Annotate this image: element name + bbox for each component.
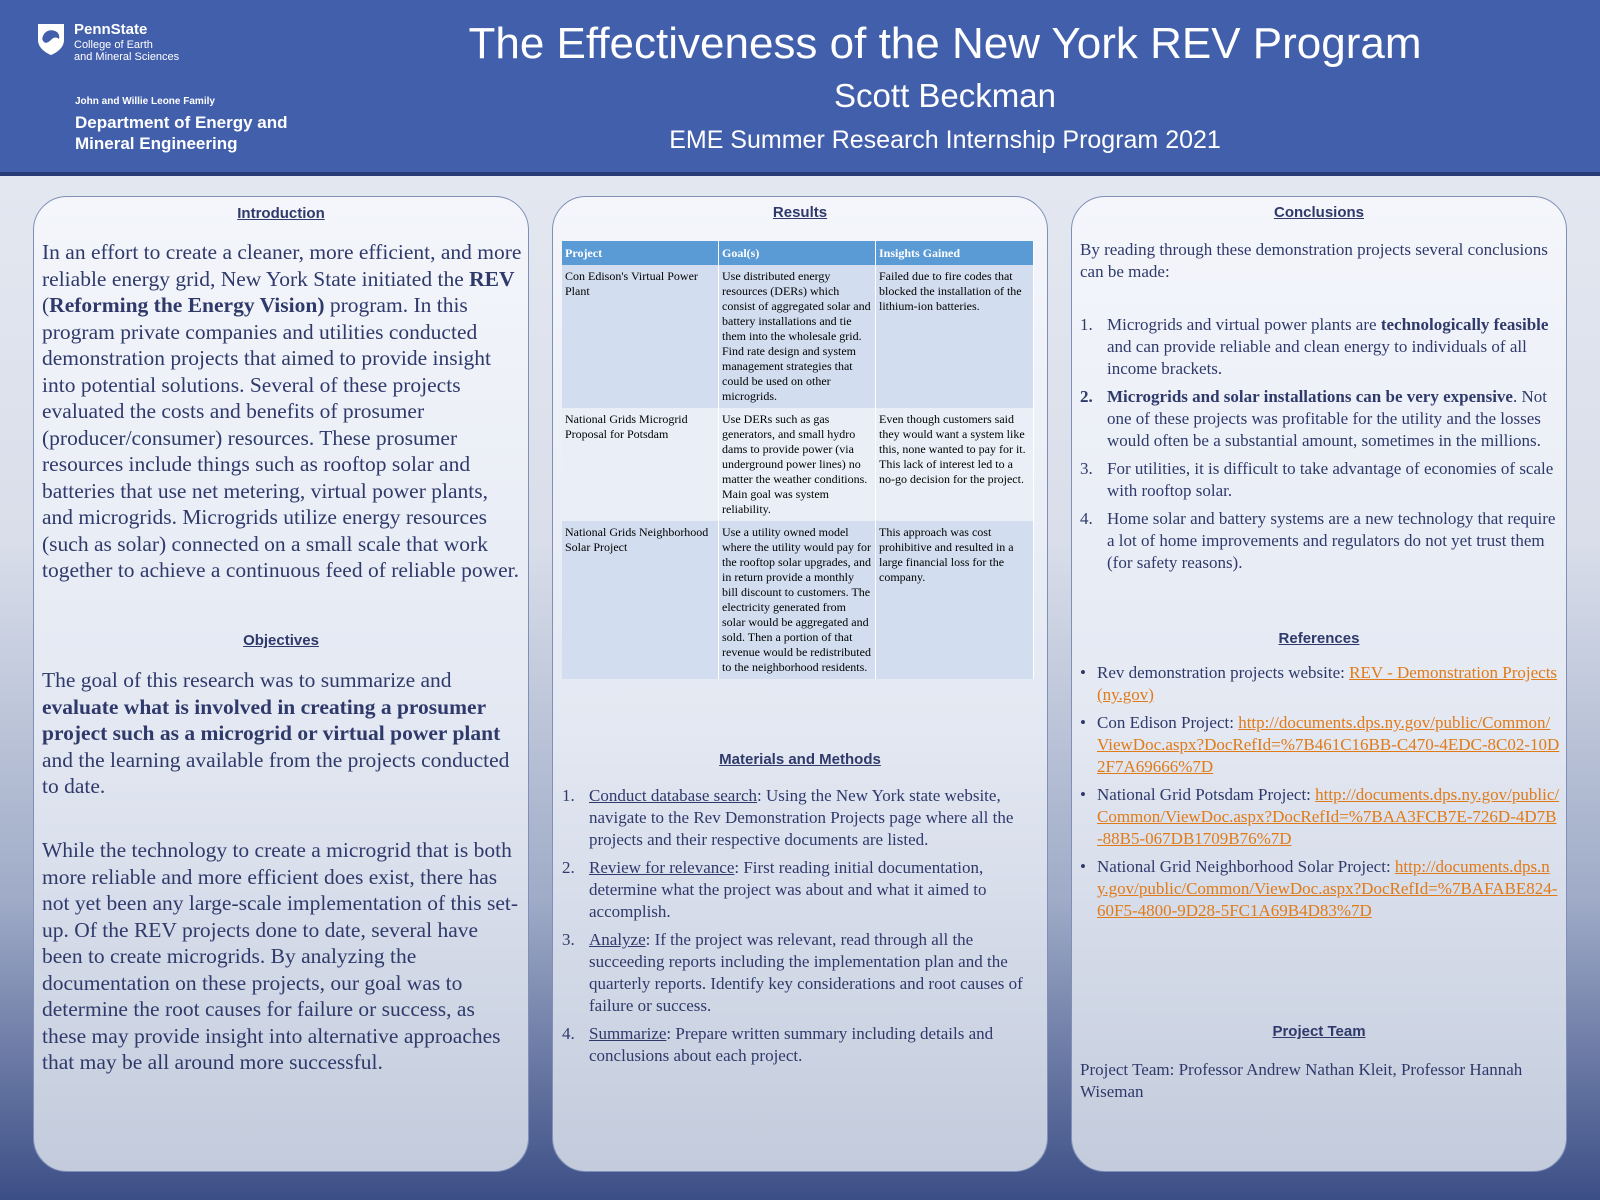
reference-link[interactable]: http://documents.dps.ny.gov/public/Common/ViewDoc.aspx?DocRefId=%7BAFABE824-60F5-4800-9D28-5FC1A69B4D83%7D [1097,857,1558,920]
conclusions-intro: By reading through these demonstration projects several conclusions can be made: [1080,240,1548,281]
dept-name: Department of Energy and Mineral Engineering [75,113,288,153]
poster-author: Scott Beckman [834,77,1056,114]
list-item: 1. Conduct database search: Using the New York state website, navigate to the Rev Demonstration Projects page where all the projects and their respective documents are listed. [562,786,1014,849]
pennstate-logo [36,22,179,63]
department-block [75,96,315,154]
table-cell: This approach was cost prohibitive and resulted in a large financial loss for the company. [876,521,1034,679]
table-header-goals: Goal(s) [719,241,876,265]
conclusions-heading: Conclusions [1273,204,1364,221]
nittany-lion-shield-icon [36,22,66,56]
table-cell: National Grids Microgrid Proposal for Potsdam [562,408,719,521]
list-item: • National Grid Potsdam Project: http://documents.dps.ny.gov/public/Common/ViewDoc.aspx?DocRefId=%7BAA3FCB7E-726D-4D7B-88B5-067DB1709B76%7D [1080,784,1560,850]
methods-heading: Materials and Methods [719,751,881,768]
table-header-insights: Insights Gained [876,241,1034,265]
table-row [562,408,1034,521]
logo-sub1: College of Earth [74,38,153,51]
list-item: 3. For utilities, it is difficult to take advantage of economies of scale with rooftop solar. [1080,459,1554,500]
middle-panel [552,196,1048,1172]
results-heading: Results [772,204,828,221]
methods-list [562,785,1040,1067]
list-item: 2. Review for relevance: First reading initial documentation, determine what the project was about and what it aimed to accomplish. [562,858,987,921]
table-cell: Use distributed energy resources (DERs) which consist of aggregated solar and battery installations and tie them into the wholesale grid. Find rate design and system management strategies that could be used on other microgrids. [719,265,876,408]
introduction-heading: Introduction [237,205,325,222]
list-item: • Con Edison Project: http://documents.dps.ny.gov/public/Common/ViewDoc.aspx?DocRefId=%7B461C16BB-C470-4EDC-8C02-10D2F7A69666%7D [1080,712,1560,778]
table-cell: Failed due to fire codes that blocked the installation of the lithium-ion batteries. [876,265,1034,408]
list-item: 1. Microgrids and virtual power plants are technologically feasible and can provide reliable and clean energy to individuals of all income brackets. [1080,315,1549,378]
team-text: Project Team: Professor Andrew Nathan Kleit, Professor Hannah Wiseman [1080,1060,1523,1101]
table-row [562,265,1034,408]
table-cell: Even though customers said they would want a system like this, none wanted to pay for it. This lack of interest led to a no-go decision for the project. [876,408,1034,521]
references-list [1080,662,1560,922]
methods-list-wrap [562,785,1040,1073]
reference-link[interactable]: REV - Demonstration Projects (ny.gov) [1097,663,1558,704]
introduction-text: In an effort to create a cleaner, more efficient, and more reliable energy grid, New York State initiated the REV (Reforming the Energy Vision) program. In this program private companies and utilities conducted demonstration projects that aimed to provide insight into potential solutions. Several of these projects evaluated the costs and benefits of prosumer (producer/consumer) resources. These prosumer resources include things such as rooftop solar and batteries that use net metering, virtual power plants, and microgrids. Microgrids utilize energy resources (such as solar) connected on a small scale that work together to achieve a continuous feed of reliable power. [42,240,522,582]
left-panel [33,196,529,1172]
poster-header [0,0,1600,176]
logo-brand: PennState [74,21,148,38]
logo-sub2: and Mineral Sciences [74,50,180,63]
team-heading: Project Team [1272,1023,1366,1040]
table-row [562,521,1034,679]
list-item: 3. Analyze: If the project was relevant, read through all the succeeding reports including the implementation plan and the quarterly reports. Identify key considerations and root causes of failure or success. [562,930,1023,1015]
table-cell: Use a utility owned model where the utility would pay for the rooftop solar upgrades, and in return provide a monthly bill discount to customers. The electricity generated from solar would be aggregated and sold. Then a portion of that revenue would be redistributed to the neighborhood residents. [719,521,876,679]
objectives-text-2: While the technology to create a microgrid that is both more reliable and more efficient does exist, there has not yet been any large-scale implementation of this set-up. Of the REV projects done to date, several have been to create microgrids. By analyzing the documentation on these projects, our goal was to determine the root causes for failure or success, as these may provide insight into alternative approaches that may be all around more successful. [42,838,519,1074]
results-table [562,241,1034,679]
list-item: • National Grid Neighborhood Solar Project: http://documents.dps.ny.gov/public/Common/ViewDoc.aspx?DocRefId=%7BAFABE824-60F5-4800-9D28-5FC1A69B4D83%7D [1080,856,1560,922]
list-item: 4. Home solar and battery systems are a new technology that require a lot of home improvements and regulators do not yet trust them (for safety reasons). [1080,509,1556,572]
list-item: 4. Summarize: Prepare written summary including details and conclusions about each project. [562,1024,994,1065]
table-header-project: Project [562,241,719,265]
objectives-heading: Objectives [243,632,319,649]
list-item: 2. Microgrids and solar installations can be very expensive. Not one of these projects was profitable for the utility and the losses would often be a substantial amount, sometimes in the millions. [1080,387,1547,450]
objectives-text-1: The goal of this research was to summarize and evaluate what is involved in creating a prosumer project such as a microgrid or virtual power plant and the learning available from the projects conducted to date. [42,668,510,798]
list-item: • Rev demonstration projects website: REV - Demonstration Projects (ny.gov) [1080,662,1560,706]
reference-link[interactable]: http://documents.dps.ny.gov/public/Common/ViewDoc.aspx?DocRefId=%7B461C16BB-C470-4EDC-8C02-10D2F7A69666%7D [1097,713,1560,776]
table-cell: Con Edison's Virtual Power Plant [562,265,719,408]
dept-family: John and Willie Leone Family [75,96,215,107]
conclusions-list-wrap [1080,314,1556,580]
conclusions-list [1080,314,1556,574]
poster-program: EME Summer Research Internship Program 2021 [669,126,1221,154]
references-heading: References [1278,630,1360,647]
table-cell: National Grids Neighborhood Solar Project [562,521,719,679]
right-panel [1071,196,1567,1172]
title-block [310,16,1580,158]
table-cell: Use DERs such as gas generators, and small hydro dams to provide power (via underground power lines) no matter the weather conditions. Main goal was system reliability. [719,408,876,521]
poster-title: The Effectiveness of the New York REV Program [468,19,1422,68]
reference-link[interactable]: http://documents.dps.ny.gov/public/Common/ViewDoc.aspx?DocRefId=%7BAA3FCB7E-726D-4D7B-88B5-067DB1709B76%7D [1097,785,1560,848]
references-list-wrap [1080,662,1560,928]
